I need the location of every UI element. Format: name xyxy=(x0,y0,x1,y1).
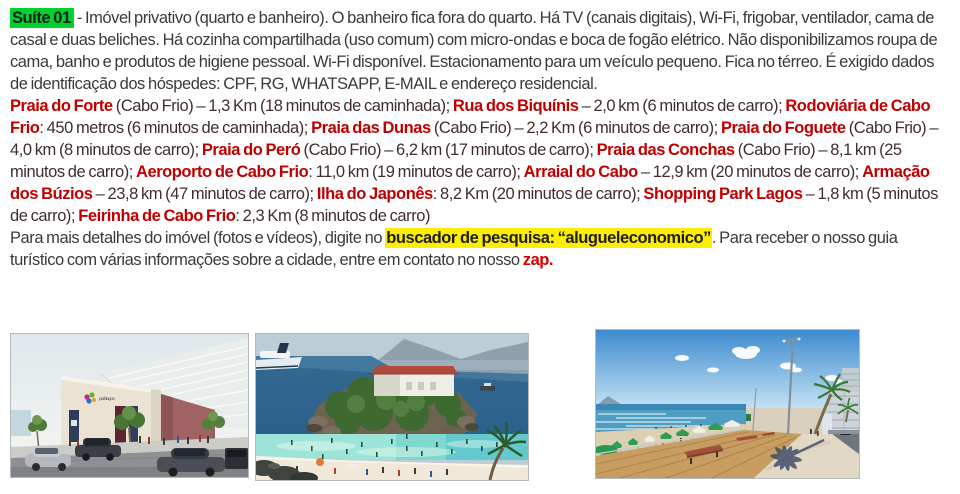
place-name: Armação dos Búzios xyxy=(10,163,930,203)
place-detail: (Cabo Frio) – 6,2 km (17 minutos de carro); xyxy=(300,141,597,159)
place-detail: : 11,0 km (19 minutos de carro); xyxy=(308,163,524,181)
place-detail: (Cabo Frio) – 1,3 Km (18 minutos de caminhada); xyxy=(112,97,453,115)
place-name: Feirinha de Cabo Frio xyxy=(78,207,236,225)
place-detail: – 2,0 km (6 minutos de carro); xyxy=(578,97,786,115)
place-detail: : 450 metros (6 minutos de caminhada); xyxy=(39,119,312,137)
place-name: Rua dos Biquínis xyxy=(452,97,579,115)
photo-beach-promenade xyxy=(595,329,860,479)
place-detail: – 1,8 km (5 minutos de carro); xyxy=(10,185,938,225)
place-detail: (Cabo Frio) – 2,2 Km (6 minutos de carro); xyxy=(430,119,721,137)
intro-text: - Imóvel privativo (quarto e banheiro). O banheiro fica fora do quarto. Há TV (canais digitais), Wi-Fi, frigobar, ventilador, cama de casal e duas beliches. Há cozinha compartilhada (uso comum) com micro-ondas e boca de fogão elétrico. Não disponibilizamos roupa de cama, banho e produtos de higiene pessoal. Wi-Fi disponível. Estacionamento para um veículo pequeno. Fica no térreo. É exigido dados de identificação dos hóspedes: CPF, RG, WHATSAPP, E-MAIL e endereço residencial. xyxy=(10,9,938,93)
place-name: Praia do Forte xyxy=(10,97,113,115)
photo-shopping-park-lagos xyxy=(10,333,249,478)
place-detail: – 23,8 km (47 minutos de carro); xyxy=(92,185,317,203)
place-name: Arraial do Cabo xyxy=(523,163,638,181)
place-detail: – 12,9 km (20 minutos de carro); xyxy=(637,163,863,181)
place-name: Praia do Foguete xyxy=(720,119,846,137)
shopping-mall-illustration xyxy=(11,334,248,477)
intro-paragraph xyxy=(10,0,946,95)
zap-text: zap. xyxy=(522,251,554,269)
boardwalk-illustration xyxy=(596,330,859,478)
photo-row xyxy=(10,329,860,481)
distances-paragraph xyxy=(10,95,946,227)
place-name: Praia das Dunas xyxy=(311,119,431,137)
photo-island-beach xyxy=(255,333,529,481)
place-name: Praia das Conchas xyxy=(596,141,735,159)
note-text-middle: . Para receber o nosso guia turístico com várias informações sobre a cidade, entre em contato no nosso xyxy=(10,229,898,269)
place-detail: : 8,2 Km (20 minutos de carro); xyxy=(432,185,644,203)
place-detail: (Cabo Frio) – 4,0 km (8 minutos de carro); xyxy=(10,119,939,159)
place-detail: : 2,3 Km (8 minutos de carro) xyxy=(235,207,431,225)
suite-01-highlight: Suíte 01 xyxy=(10,8,74,28)
fort-building xyxy=(370,366,458,396)
place-name: Rodoviária de Cabo Frio xyxy=(10,97,931,137)
place-name: Aeroporto de Cabo Frio xyxy=(136,163,309,181)
search-note-paragraph xyxy=(10,227,946,271)
note-text-before: Para mais detalhes do imóvel (fotos e vídeos), digite no xyxy=(10,229,386,247)
island-beach-illustration xyxy=(256,334,528,480)
place-detail: (Cabo Frio) – 8,1 km (25 minutos de carro); xyxy=(10,141,902,181)
svg-text:park lagos: park lagos xyxy=(99,396,115,401)
search-term-highlight: buscador de pesquisa: “alugueleconomico” xyxy=(386,229,711,247)
place-name: Ilha do Japonês xyxy=(316,185,433,203)
place-name: Praia do Peró xyxy=(201,141,301,159)
place-name: Shopping Park Lagos xyxy=(643,185,803,203)
